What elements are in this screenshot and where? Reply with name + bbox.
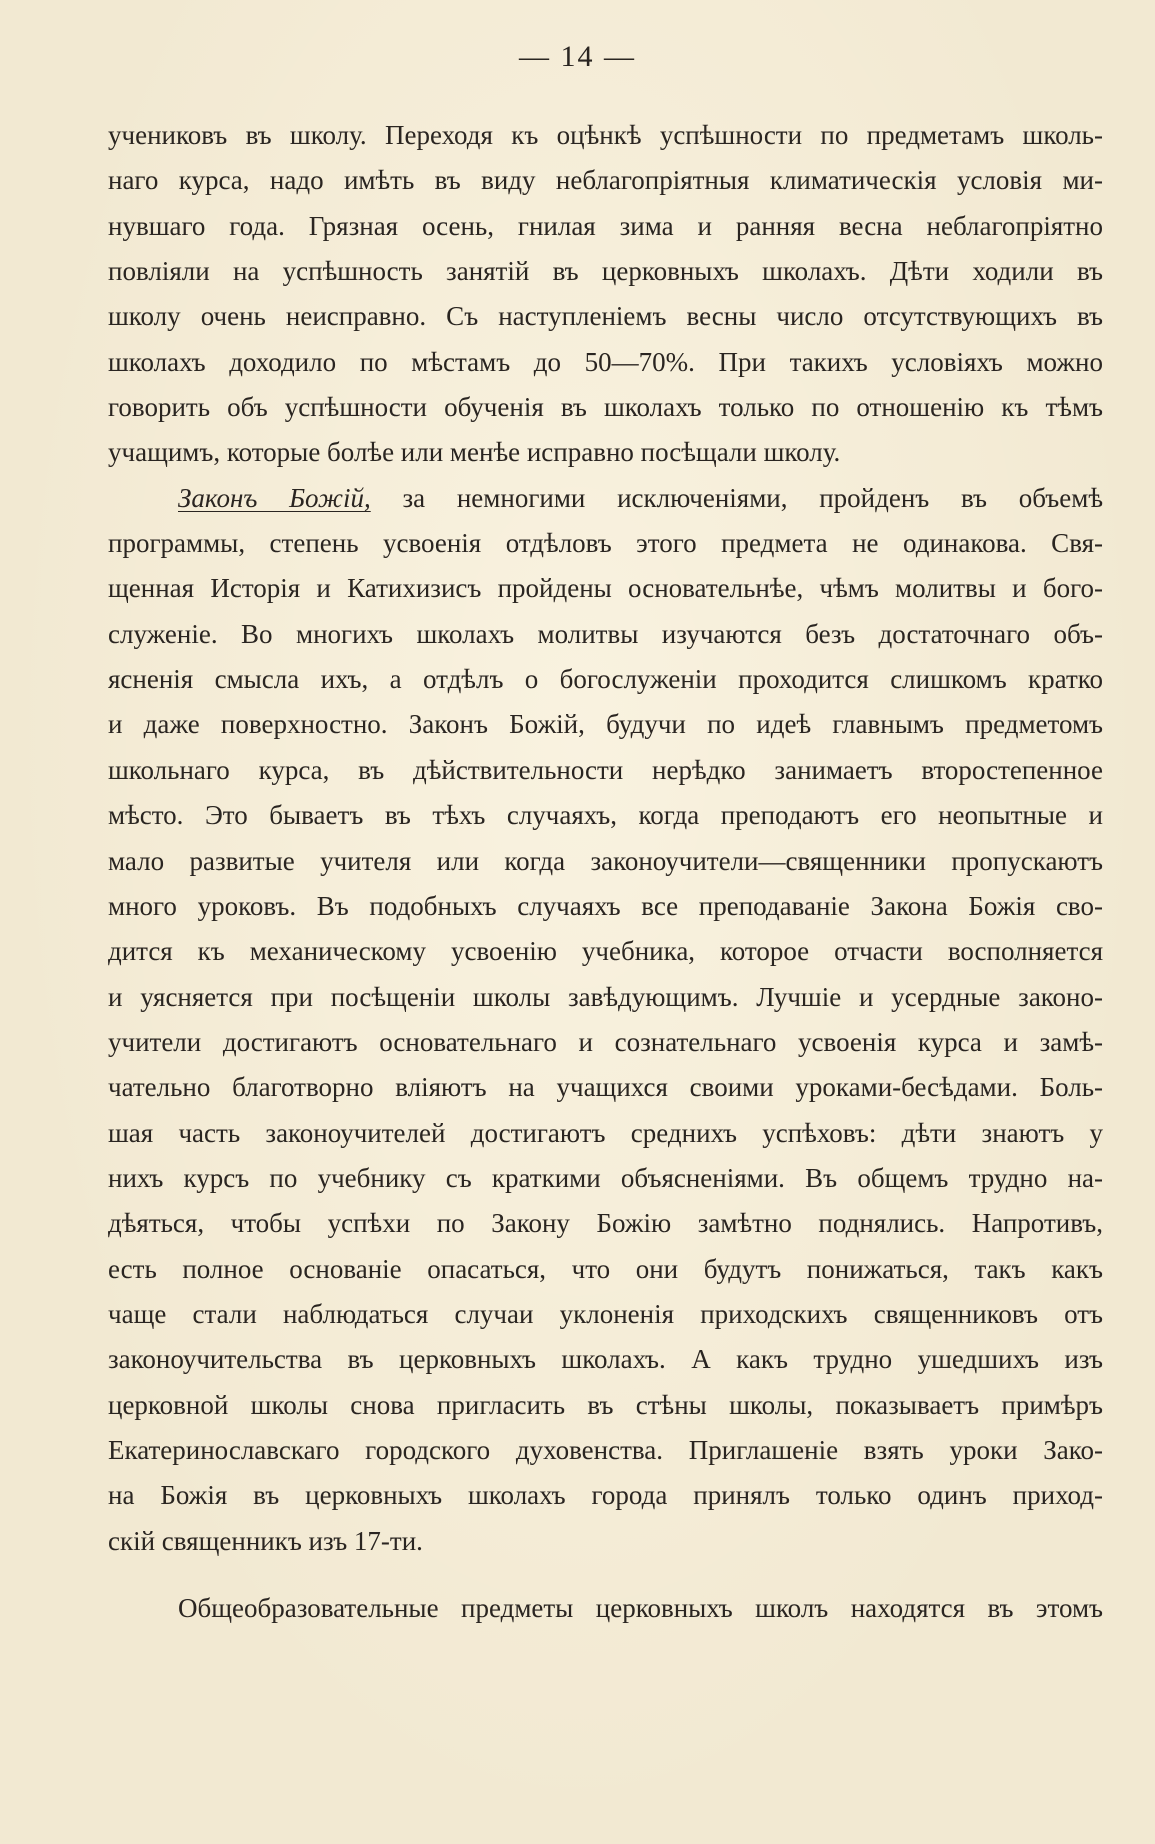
text-line: шая часть законоучителей достигаютъ среднихъ успѣховъ: дѣти знаютъ у <box>108 1117 1103 1148</box>
text-line: дѣяться, чтобы успѣхи по Закону Божію замѣтно поднялись. Напротивъ, <box>108 1208 1103 1239</box>
text-line: есть полное основаніе опасаться, что они будутъ понижаться, такъ какъ <box>108 1253 1103 1284</box>
text-line: школахъ доходило по мѣстамъ до 50—70%. При такихъ условіяхъ можно <box>108 346 1103 377</box>
text-line: мѣсто. Это бываетъ въ тѣхъ случаяхъ, когда преподаютъ его неопытные и <box>108 800 1103 831</box>
text-line: программы, степень усвоенія отдѣловъ этого предмета не одинакова. Свя- <box>108 528 1103 559</box>
text-line: чаще стали наблюдаться случаи уклоненія приходскихъ священниковъ отъ <box>108 1298 1103 1329</box>
text-line: скій священникъ изъ 17-ти. <box>108 1525 423 1556</box>
paragraph-first-line <box>108 476 1103 521</box>
text-line: и даже поверхностно. Законъ Божій, будучи по идеѣ главнымъ предметомъ <box>108 709 1103 740</box>
text-line: служеніе. Во многихъ школахъ молитвы изучаются безъ достаточнаго объ- <box>108 618 1103 649</box>
text-line: много уроковъ. Въ подобныхъ случаяхъ все преподаваніе Закона Божія сво- <box>108 890 1103 921</box>
text-line: школу очень неисправно. Съ наступленіемъ весны число отсутствующихъ въ <box>108 301 1103 332</box>
text-line: мало развитые учителя или когда законоучители—священники пропускаютъ <box>108 845 1103 876</box>
text-line: ясненія смысла ихъ, а отдѣлъ о богослуженіи проходится слишкомъ кратко <box>108 664 1103 695</box>
text-line: нувшаго года. Грязная осень, гнилая зима и ранняя весна неблагопріятно <box>108 210 1103 241</box>
text-line: учащимъ, которые болѣе или менѣе исправно посѣщали школу. <box>108 437 841 468</box>
text-line: Екатеринославскаго городского духовенства. Приглашеніе взять уроки Зако- <box>108 1434 1103 1465</box>
text-line: нихъ курсъ по учебнику съ краткими объясненіями. Въ общемъ трудно на- <box>108 1162 1103 1193</box>
text-line: законоучительства въ церковныхъ школахъ. А какъ трудно ушедшихъ изъ <box>108 1344 1103 1375</box>
text-line: и уясняется при посѣщеніи школы завѣдующимъ. Лучшіе и усердные законо- <box>108 981 1103 1012</box>
text-line: повліяли на успѣшность занятій въ церковныхъ школахъ. Дѣти ходили въ <box>108 256 1103 287</box>
body-text <box>108 113 1103 1631</box>
text-fragment: за немногими исключеніями, пройденъ въ объемѣ <box>402 482 1104 513</box>
paragraph-gap <box>108 1564 1103 1586</box>
text-line: Общеобразовательные предметы церковныхъ школъ находятся въ этомъ <box>178 1593 1103 1623</box>
text-line: дится къ механическому усвоенію учебника, которое отчасти восполняется <box>108 936 1103 967</box>
text-line: говорить объ успѣшности обученія въ школахъ только по отношенію къ тѣмъ <box>108 392 1103 423</box>
text-line: наго курса, надо имѣть въ виду неблагопріятныя климатическія условія ми- <box>108 165 1103 196</box>
text-line: учители достигаютъ основательнаго и сознательнаго усвоенія курса и замѣ- <box>108 1026 1103 1057</box>
text-line: школьнаго курса, въ дѣйствительности нерѣдко занимаетъ второстепенное <box>108 754 1103 785</box>
section-title: Законъ Божій, <box>178 482 371 513</box>
page-number: — 14 — <box>519 40 636 73</box>
text-line: на Божія въ церковныхъ школахъ города принялъ только одинъ приход- <box>108 1480 1103 1511</box>
text-line: учениковъ въ школу. Переходя къ оцѣнкѣ успѣшности по предметамъ школь- <box>108 120 1103 150</box>
text-line: церковной школы снова пригласить въ стѣны школы, показываетъ примѣръ <box>108 1389 1103 1420</box>
text-line: чательно благотворно вліяютъ на учащихся своими уроками-бесѣдами. Боль- <box>108 1072 1103 1103</box>
text-line: щенная Исторія и Катихизисъ пройдены основательнѣе, чѣмъ молитвы и бого- <box>108 573 1103 604</box>
